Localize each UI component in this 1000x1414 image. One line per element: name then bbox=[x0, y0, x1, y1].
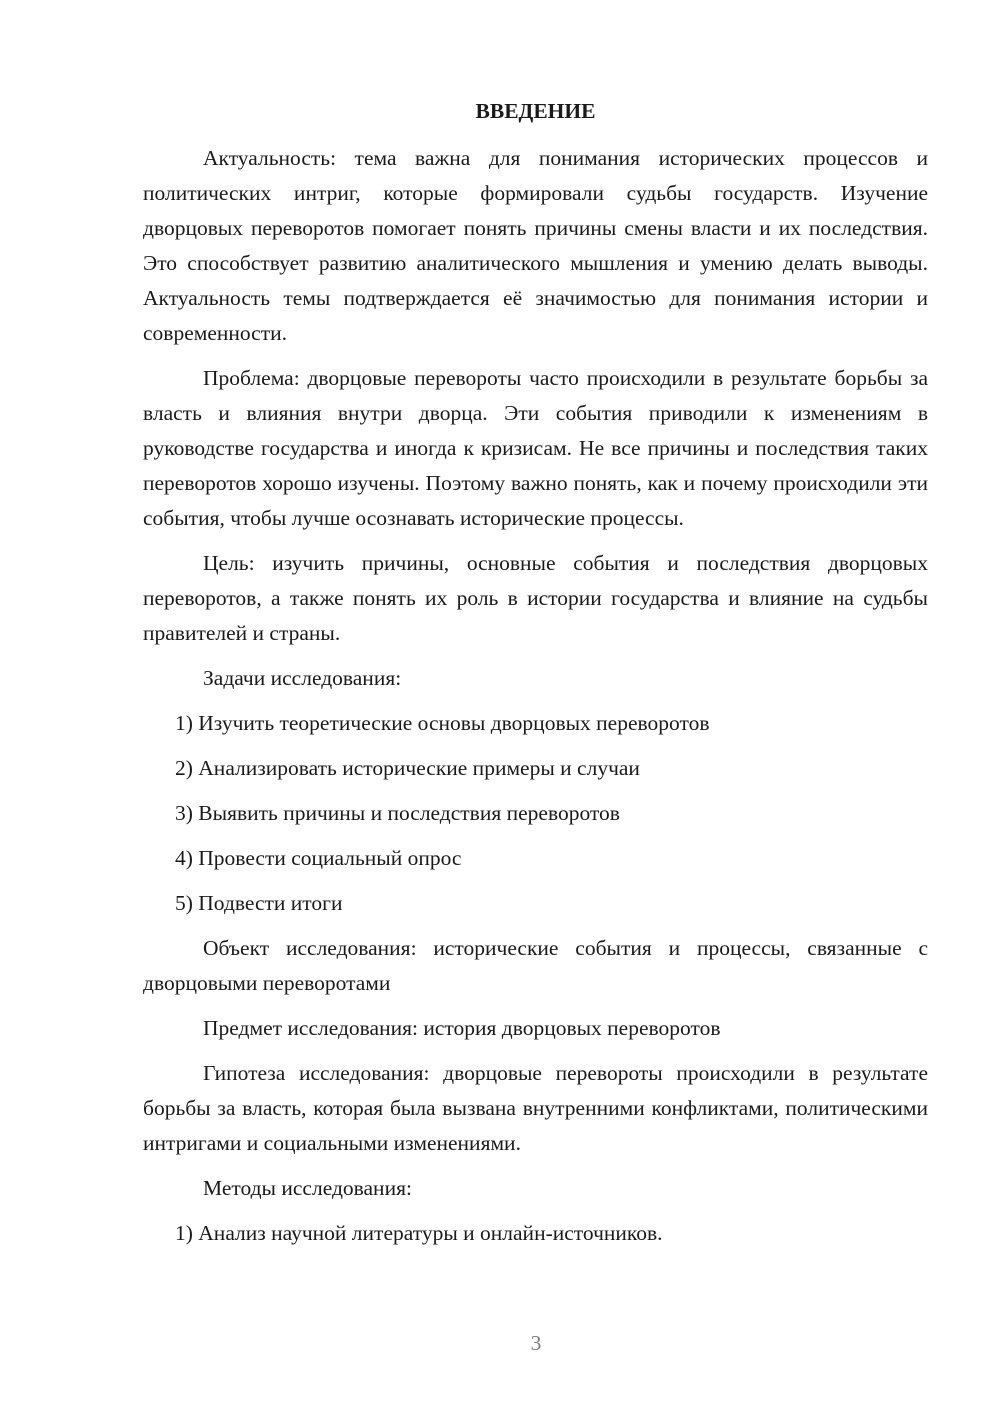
hypothesis-paragraph: Гипотеза исследования: дворцовые перевороты происходили в результате борьбы за власть, которая была вызвана внутренними конфликтами, политическими интригами и социальными изменениями. bbox=[143, 1061, 928, 1155]
task-item-5: 5) Подвести итоги bbox=[175, 891, 343, 915]
task-item-1: 1) Изучить теоретические основы дворцовых переворотов bbox=[175, 711, 710, 735]
methods-heading: Методы исследования: bbox=[203, 1176, 412, 1200]
task-item-4: 4) Провести социальный опрос bbox=[175, 846, 462, 870]
task-item-2: 2) Анализировать исторические примеры и случаи bbox=[175, 756, 640, 780]
goal-paragraph: Цель: изучить причины, основные события и последствия дворцовых переворотов, а также понять их роль в истории государства и влияние на судьбы правителей и страны. bbox=[143, 551, 928, 645]
object-paragraph: Объект исследования: исторические события и процессы, связанные с дворцовыми переворотами bbox=[143, 936, 928, 995]
method-item-1: 1) Анализ научной литературы и онлайн-источников. bbox=[175, 1221, 663, 1245]
page-number: 3 bbox=[530, 1331, 542, 1355]
section-title: ВВЕДЕНИЕ bbox=[475, 99, 596, 123]
relevance-paragraph: Актуальность: тема важна для понимания исторических процессов и политических интриг, которые формировали судьбы государств. Изучение дворцовых переворотов помогает понять причины смены власти и их последствия. Это способствует развитию аналитического мышления и умению делать выводы. Актуальность темы подтверждается её значимостью для понимания истории и современности. bbox=[143, 146, 928, 345]
problem-paragraph: Проблема: дворцовые перевороты часто происходили в результате борьбы за власть и влияния внутри дворца. Эти события приводили к изменениям в руководстве государства и иногда к кризисам. Не все причины и последствия таких переворотов хорошо изучены. Поэтому важно понять, как и почему происходили эти события, чтобы лучше осознавать исторические процессы. bbox=[143, 366, 928, 530]
document-body bbox=[143, 94, 928, 1261]
task-item-3: 3) Выявить причины и последствия переворотов bbox=[175, 801, 620, 825]
tasks-heading: Задачи исследования: bbox=[203, 666, 402, 690]
subject-paragraph: Предмет исследования: история дворцовых переворотов bbox=[203, 1016, 721, 1040]
